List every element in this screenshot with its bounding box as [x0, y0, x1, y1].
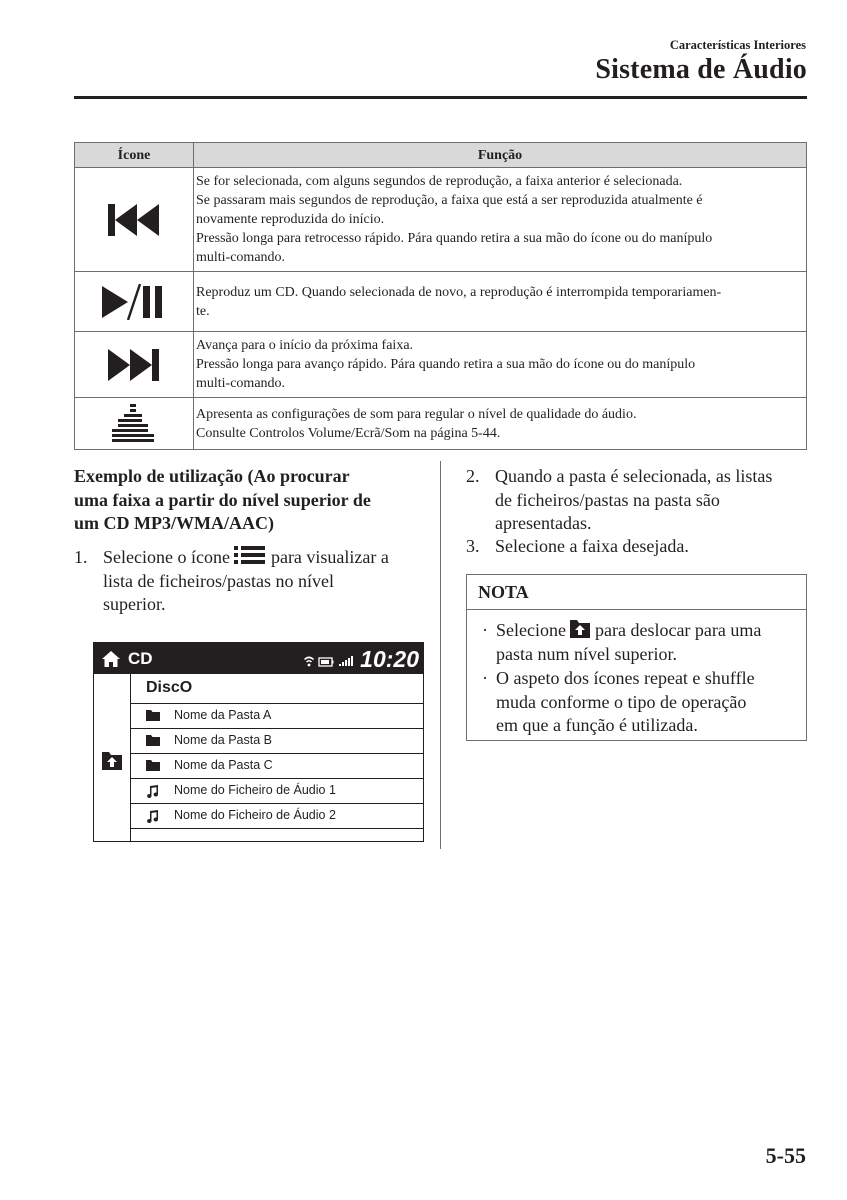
note-title: NOTA	[467, 575, 806, 610]
home-icon[interactable]	[102, 651, 120, 667]
step-text: Selecione o ícone	[103, 547, 230, 567]
icon-cell	[75, 272, 194, 332]
note-text: Selecione	[496, 620, 566, 640]
step-text: Quando a pasta é selecionada, as listas	[495, 466, 773, 486]
note-box	[466, 574, 807, 741]
note-text: pasta num nível superior.	[496, 643, 677, 664]
step-1	[74, 546, 424, 642]
column-divider	[440, 461, 441, 849]
function-cell	[194, 332, 807, 398]
screen-mockup	[93, 642, 424, 842]
bullet-dot: ·	[482, 668, 488, 688]
step-3	[466, 535, 806, 559]
icon-cell	[75, 332, 194, 398]
function-cell	[194, 168, 807, 272]
list-item[interactable]	[131, 778, 423, 803]
skip-next-icon	[108, 349, 160, 381]
step-text: lista de ficheiros/pastas no nível	[103, 570, 334, 591]
function-cell	[194, 272, 807, 332]
skip-previous-icon	[108, 204, 160, 236]
table-row	[75, 332, 807, 398]
step-text: apresentadas.	[495, 513, 592, 533]
table-row	[75, 272, 807, 332]
step-number: 1.	[74, 547, 88, 567]
step-text: de ficheiros/pastas na pasta são	[495, 489, 720, 510]
folder-up-icon[interactable]	[102, 752, 122, 770]
music-note-icon	[146, 785, 159, 798]
screen-side-panel	[94, 674, 131, 841]
heading-line: uma faixa a partir do nível superior de	[74, 489, 371, 510]
audio-source-label: CD	[128, 649, 153, 668]
step-number: 2.	[466, 466, 480, 486]
column-header-icon: Ícone	[75, 143, 194, 168]
list-item-label: Nome da Pasta C	[174, 758, 273, 772]
list-item[interactable]	[131, 803, 423, 829]
section-label: Características Interiores	[669, 38, 806, 52]
icon-cell	[75, 168, 194, 272]
step-2	[466, 465, 806, 537]
folder-icon	[146, 760, 160, 771]
function-text: Pressão longa para retrocesso rápido. Pára quando retira a sua mão do ícone ou do manípulo	[196, 231, 713, 246]
function-text: novamente reproduzida do início.	[196, 212, 385, 227]
folder-up-icon	[570, 620, 590, 638]
header-rule	[74, 96, 807, 99]
screen-top-bar	[94, 643, 423, 674]
function-text: Reproduz um CD. Quando selecionada de novo, a reprodução é interrompida temporariamen-	[196, 284, 722, 300]
folder-icon	[146, 735, 160, 746]
function-cell	[194, 398, 807, 450]
note-text: O aspeto dos ícones repeat e shuffle	[496, 668, 755, 688]
table-row	[75, 168, 807, 272]
function-text: multi-comando.	[196, 376, 286, 391]
table-header-row	[75, 143, 807, 168]
function-text: multi-comando.	[196, 250, 286, 265]
table-row	[75, 398, 807, 450]
play-pause-icon	[102, 284, 166, 320]
function-text: te.	[196, 303, 210, 319]
page-number: 5-55	[765, 1143, 806, 1168]
example-heading	[74, 465, 414, 536]
list-item[interactable]	[131, 703, 423, 728]
file-list	[131, 703, 423, 829]
list-item-label: Nome do Ficheiro de Áudio 2	[174, 808, 336, 822]
note-text: muda conforme o tipo de operação	[496, 691, 747, 712]
list-icon	[234, 546, 266, 565]
function-table	[74, 142, 807, 450]
step-number: 3.	[466, 536, 480, 556]
step-text: superior.	[103, 594, 166, 614]
heading-line: Exemplo de utilização (Ao procurar	[74, 466, 350, 486]
page-title: Sistema de Áudio	[595, 54, 807, 85]
note-text: para deslocar para uma	[594, 620, 762, 640]
disc-title: DiscO	[146, 679, 193, 696]
function-text: Se passaram mais segundos de reprodução, a faixa que está a ser reproduzida atualmente é	[196, 193, 703, 208]
function-text: Se for selecionada, com alguns segundos de reprodução, a faixa anterior é selecionada.	[196, 174, 683, 189]
folder-icon	[146, 710, 160, 721]
step-text: Selecione a faixa desejada.	[495, 536, 689, 556]
list-item-label: Nome da Pasta A	[174, 708, 272, 722]
function-text: Consulte Controlos Volume/Ecrã/Som na página 5-44.	[196, 425, 501, 441]
heading-line: um CD MP3/WMA/AAC)	[74, 513, 274, 533]
step-text: para visualizar a	[270, 547, 389, 567]
function-text: Avança para o início da próxima faixa.	[196, 338, 414, 353]
list-item[interactable]	[131, 753, 423, 778]
column-header-function: Função	[194, 143, 807, 168]
function-text: Pressão longa para avanço rápido. Pára quando retira a sua mão do ícone ou do manípulo	[196, 357, 696, 372]
icon-cell	[75, 398, 194, 450]
sound-settings-icon	[110, 404, 158, 444]
clock: 10:20	[360, 646, 419, 672]
list-item-label: Nome da Pasta B	[174, 733, 272, 747]
function-text: Apresenta as configurações de som para regular o nível de qualidade do áudio.	[196, 406, 637, 422]
status-icons	[303, 655, 357, 667]
list-item[interactable]	[131, 728, 423, 753]
music-note-icon	[146, 810, 159, 823]
note-text: em que a função é utilizada.	[496, 715, 698, 735]
list-item-label: Nome do Ficheiro de Áudio 1	[174, 783, 336, 797]
bullet-dot: ·	[482, 620, 488, 640]
